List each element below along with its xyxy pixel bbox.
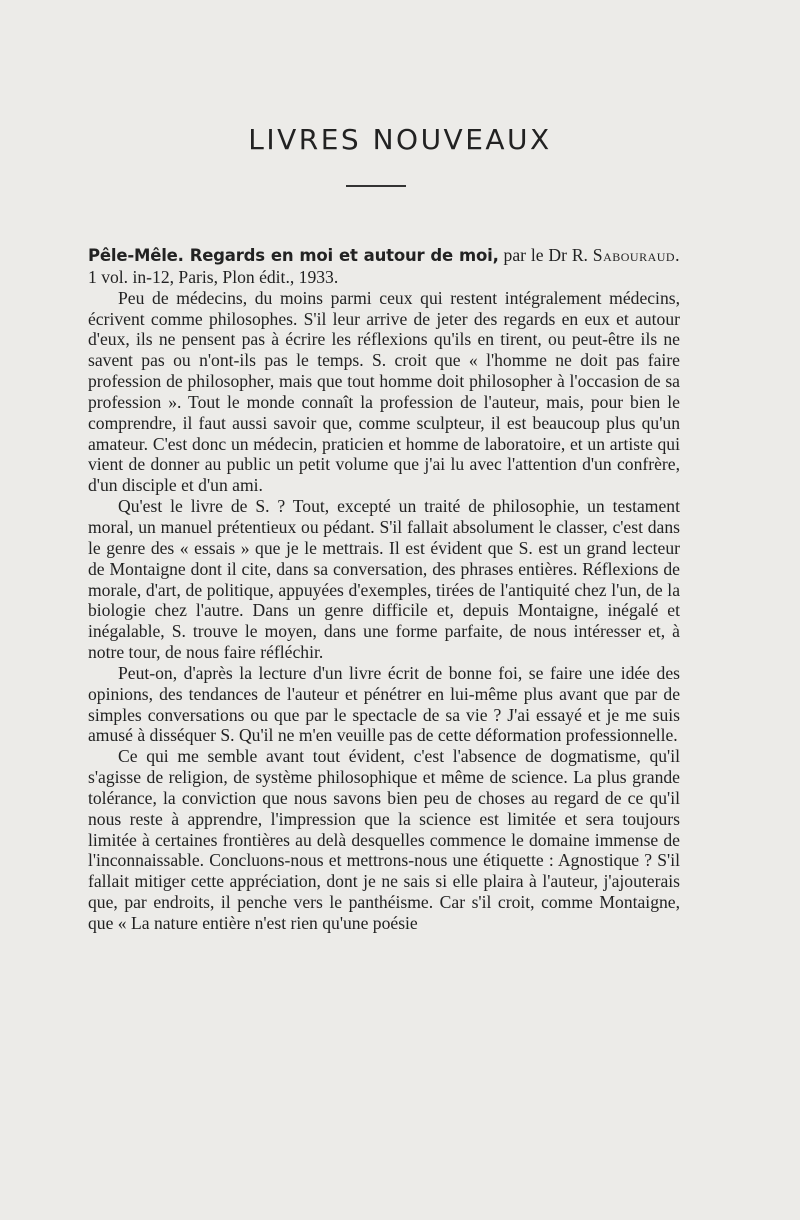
review-paragraph-3: Peut-on, d'après la lecture d'un livre écrit de bonne foi, se faire une idée des opinions, des tendances de l'auteur et pénétrer en lui-même plus avant que par de simples conversations ou que par le spectacle de sa vie ? J'ai essayé et je me suis amusé à disséquer S. Qu'il ne m'en veuille pas de cette déformation professionnelle. xyxy=(88,662,680,746)
review-paragraph-4: Ce qui me semble avant tout évident, c'est l'absence de dogmatisme, qu'il s'agisse de religion, de système philosophique et même de science. La plus grande tolérance, la conviction que nous savons bien peu de choses au regard de ce qu'il nous reste à apprendre, l'impression que la science est limitée et sera toujours limitée à certaines frontières au delà desquelles commence le domaine immense de l'inconnaissable. Concluons-nous et mettrons-nous une étiquette : Agnostique ? S'il fallait mitiger cette appréciation, dont je ne sais si elle plaira à l'auteur, j'ajouterais que, par endroits, il penche vers le panthéisme. Car s'il croit, comme Montaigne, que « La nature entière n'est rien qu'une poésie xyxy=(88,746,680,933)
author-initial: R. xyxy=(571,245,588,265)
book-title: Pêle-Mêle. Regards en moi et autour de moi, xyxy=(88,246,499,265)
author-name: Sabouraud. xyxy=(592,245,680,265)
heading-divider xyxy=(346,185,406,187)
by-label: par le xyxy=(503,245,544,265)
review-body xyxy=(88,245,680,934)
section-heading: LIVRES NOUVEAUX xyxy=(248,123,552,156)
review-paragraph-2: Qu'est le livre de S. ? Tout, excepté un traité de philosophie, un testament moral, un manuel prétentieux ou pédant. S'il fallait absolument le classer, c'est dans le genre des « essais » que je le mettrais. Il est évident que S. est un grand lecteur de Montaigne dont il cite, dans sa conversation, des phrases entières. Réflexions de morale, d'art, de politique, appuyées d'exemples, tirées de l'antiquité chez l'un, de la biologie chez l'autre. Dans un genre difficile et, depuis Montaigne, inégalé et inégalable, S. trouve le moyen, dans une forme parfaite, de nous intéresser et, à notre tour, de nous faire réfléchir. xyxy=(88,496,680,663)
pub-info: in-12, Paris, Plon édit., 1933. xyxy=(132,266,339,287)
review-paragraph-1: Peu de médecins, du moins parmi ceux qui restent intégralement médecins, écrivent comme philosophes. S'il leur arrive de jeter des regards en eux et autour d'eux, ils ne pensent pas à écrire les réflexions qu'ils en tirent, ou peut-être ils ne savent pas ou n'ont-ils pas le temps. S. croit que « l'homme ne doit pas faire profession de philosopher, mais que tout homme doit philosopher à l'occasion de sa profession ». Tout le monde connaît la profession de l'auteur, mais, pour bien le comprendre, il faut aussi savoir que, comme sculpteur, il est beaucoup plus qu'un amateur. C'est donc un médecin, praticien et homme de laboratoire, et un artiste qui vient de donner au public un petit volume que j'ai lu avec l'attention d'un confrère, d'un disciple et d'un ami. xyxy=(88,287,680,496)
pub-info-volume: 1 vol. xyxy=(88,266,129,287)
review-entry-header xyxy=(88,245,680,288)
author-title: Dr xyxy=(548,245,567,265)
